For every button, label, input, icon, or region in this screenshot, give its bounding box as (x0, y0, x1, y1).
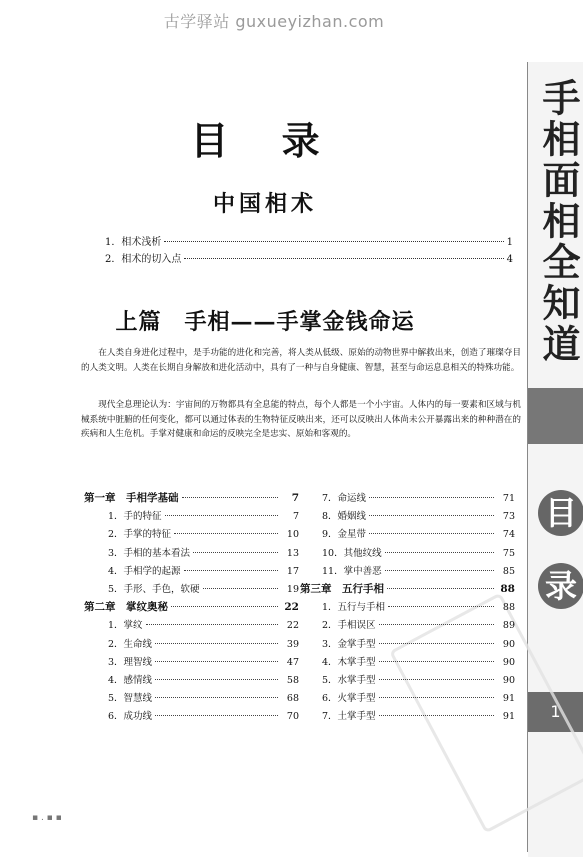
leader-dots (379, 696, 494, 698)
toc-entry[interactable] (300, 563, 515, 581)
leader-dots (379, 714, 494, 716)
leader-dots (165, 514, 278, 516)
leader-dots (388, 605, 494, 607)
toc-right-column (300, 490, 515, 726)
toc-left-column (84, 490, 299, 726)
leader-dots (155, 642, 278, 644)
side-circle-mu: 目 (538, 490, 583, 536)
toc-entry-page: 68 (286, 693, 299, 705)
leader-dots (174, 532, 278, 534)
toc-entry-label: 2．手掌的特征 (108, 529, 172, 541)
toc-entry-label: 3．金掌手型 (322, 638, 376, 650)
side-band (528, 388, 583, 444)
side-circle-lu: 录 (538, 563, 583, 609)
intro-paragraph-1 (81, 346, 521, 375)
toc-entry[interactable] (105, 250, 513, 265)
leader-dots (193, 551, 278, 553)
toc-entry-label: 第三章 五行手相 (300, 582, 384, 595)
toc-entry[interactable] (300, 708, 515, 726)
toc-entry-page: 89 (502, 620, 515, 632)
toc-entry[interactable] (84, 708, 299, 726)
toc-entry-label: 5．智慧线 (108, 693, 153, 705)
toc-entry-page: 58 (286, 674, 299, 686)
toc-entry-page: 90 (502, 638, 515, 650)
toc-entry-page: 88 (502, 602, 515, 614)
toc-entry[interactable] (84, 508, 299, 526)
toc-entry-label: 第二章 掌纹奥秘 (84, 601, 168, 614)
toc-entry[interactable] (300, 490, 515, 508)
leader-dots (155, 678, 278, 680)
leader-dots (164, 240, 503, 242)
toc-entry[interactable] (84, 690, 299, 708)
toc-entry-page: 7 (291, 492, 299, 504)
leader-dots (155, 696, 278, 698)
toc-entry-page: 71 (502, 493, 515, 504)
section-title: 中国相术 (212, 191, 317, 217)
side-book-title: 手相面相全知道 (536, 78, 581, 365)
toc-entry[interactable] (84, 617, 299, 635)
toc-entry[interactable] (300, 526, 515, 544)
leader-dots (385, 569, 494, 571)
toc-entry-label: 第一章 手相学基础 (84, 492, 179, 504)
toc-entry[interactable] (84, 636, 299, 654)
toc-entry-page: 22 (286, 620, 299, 632)
toc-entry-label: 10．其他纹线 (322, 547, 382, 559)
leader-dots (155, 714, 278, 716)
toc-entry[interactable] (84, 545, 299, 563)
toc-entry-label: 11．掌中善恶 (322, 565, 382, 577)
leader-dots (182, 496, 279, 498)
toc-entry-label: 4．木掌手型 (322, 656, 376, 668)
toc-entry-page: 88 (500, 582, 515, 595)
toc-entry-label: 1．五行与手相 (322, 602, 386, 614)
toc-entry-page: 90 (502, 674, 515, 686)
toc-entry-label: 6．火掌手型 (322, 693, 376, 705)
leader-dots (184, 569, 278, 571)
toc-entry[interactable] (300, 617, 515, 635)
toc-entry-page: 73 (502, 511, 515, 523)
toc-entry-label: 5．手形、手色，软硬 (108, 583, 200, 595)
leader-dots (369, 496, 494, 498)
toc-entry-label: 2．相术的切入点 (105, 254, 182, 265)
leader-dots (387, 587, 494, 589)
toc-entry-label: 5．水掌手型 (322, 674, 376, 686)
leader-dots (379, 623, 494, 625)
paragraph-text: 现代全息理论认为：宇宙间的万物都具有全息能的特点，每个人都是一个小宇宙。人体内的每一要素和区域与机械系统中脏腑的任何变化，都可以通过体表的生物特征反映出来，还可以反映出人体尚未公开暴露出来的种种潜在的疾病和人生危机。手掌对健康和命运的反映完全是忠实、原始和客观的。 (81, 400, 521, 439)
toc-entry-label: 1．手的特征 (108, 511, 162, 523)
paragraph-text: 在人类自身进化过程中，是手功能的进化和完善，将人类从低级、原始的动物世界中解救出来，创造了璀璨夺目的人类文明。人类在长期自身解放和进化活动中，具有了一种与自身健康、智慧，甚至与命运息息相关的特殊功能。 (81, 348, 521, 373)
toc-entry[interactable] (300, 636, 515, 654)
toc-entry[interactable] (105, 233, 513, 248)
toc-entry[interactable] (84, 526, 299, 544)
toc-entry[interactable] (84, 563, 299, 581)
toc-entry[interactable] (300, 672, 515, 690)
intro-paragraph-2 (81, 398, 521, 442)
toc-entry-page: 75 (502, 547, 515, 559)
toc-entry[interactable] (84, 654, 299, 672)
toc-entry-page: 74 (502, 529, 515, 541)
toc-entry-label: 4．手相学的起源 (108, 565, 181, 577)
toc-entry-page: 91 (502, 711, 515, 723)
toc-entry-label: 4．感情线 (108, 674, 153, 686)
toc-entry-page: 91 (502, 693, 515, 705)
toc-entry[interactable] (300, 654, 515, 672)
toc-entry-page: 1 (506, 237, 513, 248)
toc-entry-page: 39 (286, 638, 299, 650)
leader-dots (171, 605, 278, 607)
leader-dots (379, 660, 494, 662)
toc-entry-page: 7 (292, 511, 299, 523)
leader-dots (385, 551, 494, 553)
leader-dots (184, 257, 503, 259)
toc-entry[interactable] (300, 599, 515, 617)
toc-entry-label: 3．理智线 (108, 656, 153, 668)
toc-entry-label: 2．生命线 (108, 638, 153, 650)
leader-dots (369, 532, 494, 534)
footer-mark: ▪ . ▪ ▪ (32, 813, 62, 823)
toc-entry-page: 13 (286, 547, 299, 559)
toc-entry-page: 4 (506, 254, 513, 265)
toc-entry[interactable] (84, 672, 299, 690)
toc-entry-label: 7．土掌手型 (322, 711, 376, 723)
toc-entry-label: 8．婚姻线 (322, 511, 367, 523)
toc-entry-label: 3．手相的基本看法 (108, 547, 191, 559)
toc-entry-page: 10 (286, 529, 299, 541)
toc-chapter[interactable] (84, 490, 299, 508)
page-title: 目 录 (190, 118, 340, 163)
toc-entry-page: 47 (286, 656, 299, 668)
leader-dots (369, 514, 494, 516)
toc-entry[interactable] (300, 690, 515, 708)
site-watermark: 古学驿站 guxueyizhan.com (163, 12, 385, 31)
toc-chapter[interactable] (300, 581, 515, 599)
toc-entry-label: 1．相术浅析 (105, 237, 162, 248)
leader-dots (203, 587, 278, 589)
toc-entry[interactable] (84, 581, 299, 599)
toc-entry-page: 90 (502, 656, 515, 668)
toc-entry-label: 7．命运线 (322, 493, 367, 504)
side-page-number: 1 (528, 692, 583, 732)
leader-dots (379, 642, 494, 644)
toc-entry-label: 6．成功线 (108, 711, 153, 723)
part-title: 上篇 手相——手掌金钱命运 (115, 309, 415, 335)
leader-dots (155, 660, 278, 662)
toc-entry-page: 17 (286, 565, 299, 577)
toc-entry-label: 1．掌纹 (108, 620, 143, 632)
leader-dots (146, 623, 278, 625)
toc-entry[interactable] (300, 508, 515, 526)
toc-entry-page: 70 (286, 711, 299, 723)
toc-entry[interactable] (300, 545, 515, 563)
toc-entry-page: 22 (284, 601, 299, 614)
toc-entry-label: 2．手相误区 (322, 620, 376, 632)
toc-entry-page: 19 (286, 583, 299, 595)
toc-chapter[interactable] (84, 599, 299, 617)
toc-entry-label: 9．金星带 (322, 529, 367, 541)
leader-dots (379, 678, 494, 680)
toc-entry-page: 85 (502, 565, 515, 577)
